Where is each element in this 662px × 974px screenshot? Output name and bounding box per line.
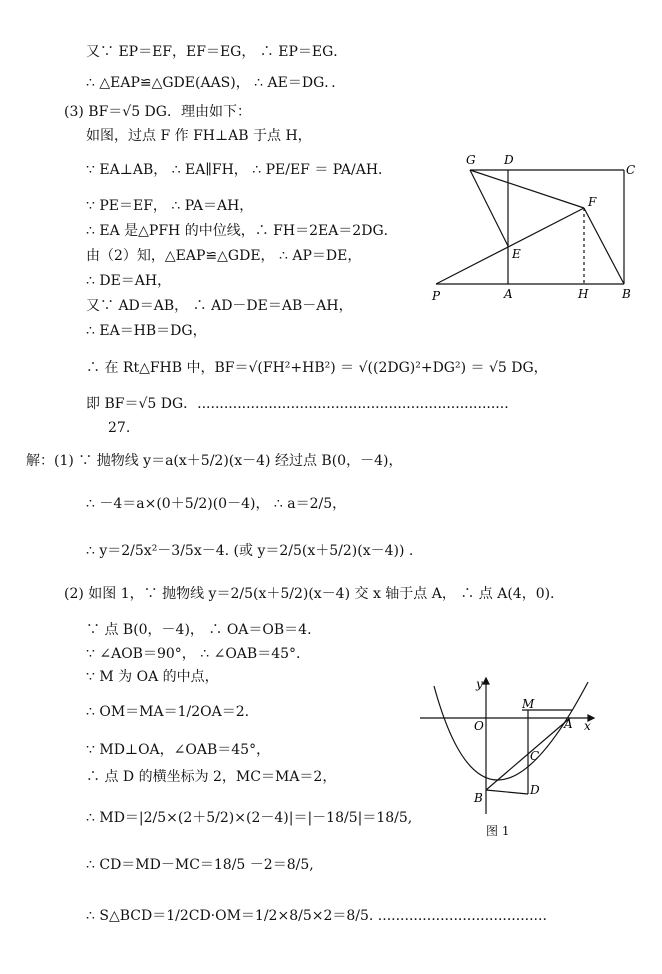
text-line: 解：(1) ∵ 抛物线 y＝a(x＋5/2)(x－4) 经过点 B(0，－4)， — [26, 453, 403, 469]
segment-gf — [470, 170, 584, 208]
text-line: 如图，过点 F 作 FH⊥AB 于点 H， — [86, 128, 312, 144]
y-axis-arrow-icon — [483, 678, 489, 684]
text-line: 又∵ EP＝EF，EF＝EG， ∴ EP＝EG． — [86, 44, 348, 60]
text-line: ∵ MD⊥OA，∠OAB＝45°， — [86, 742, 271, 758]
label-c: C — [530, 749, 540, 763]
segment-pf — [436, 208, 584, 284]
text-line: ∴ 在 Rt△FHB 中，BF＝√(FH²+HB²) ＝ √((2DG)²+DG²) ＝ √5 DG， — [86, 360, 548, 376]
text-line: ∴ OM＝MA＝1/2OA＝2. — [86, 704, 250, 720]
label-g: G — [466, 153, 476, 167]
text-line: ∵ EA⊥AB， ∴ EA∥FH， ∴ PE/EF ＝ PA/AH． — [86, 162, 393, 178]
text-line: (2) 如图 1，∵ 抛物线 y＝2/5(x＋5/2)(x－4) 交 x 轴于点 A， ∴ 点 A(4，0). — [64, 586, 555, 602]
text-line: 由（2）知，△EAP≌△GDE， ∴ AP＝DE， — [86, 248, 362, 264]
text-line: ∴ EA 是△PFH 的中位线，∴ FH＝2EA＝2DG． — [86, 223, 398, 239]
label-a: A — [564, 717, 573, 731]
label-o: O — [474, 719, 484, 733]
label-x: x — [584, 719, 591, 733]
text-line: ∴ DE＝AH， — [86, 273, 172, 289]
parabola-curve — [434, 682, 588, 780]
label-p: P — [432, 289, 441, 303]
segment-ge — [470, 170, 508, 246]
text-line: ∴ △EAP≌△GDE(AAS)， ∴ AE＝DG．． — [86, 75, 346, 91]
text-line: ∴ EA＝HB＝DG， — [86, 323, 207, 339]
label-f: F — [588, 195, 597, 209]
text-line: ∵ 点 B(0，－4)， ∴ OA＝OB＝4. — [86, 622, 312, 638]
text-line: ∵ M 为 OA 的中点， — [86, 669, 219, 685]
text-line: ∴ CD＝MD－MC＝18/5 －2＝8/5, — [86, 857, 314, 873]
segment-bd — [486, 790, 528, 794]
label-c: C — [626, 163, 636, 177]
label-e: E — [512, 247, 521, 261]
text-line: ∵ ∠AOB＝90°， ∴ ∠OAB＝45°. — [86, 646, 301, 662]
text-line: (3) BF＝√5 DG．理由如下： — [64, 104, 251, 120]
square-geometry-figure — [428, 150, 648, 310]
figure-caption: 图 1 — [486, 824, 510, 838]
label-m: M — [522, 697, 535, 711]
label-b: B — [474, 791, 483, 805]
text-line: ∴ S△BCD＝1/2CD·OM＝1/2×8/5×2＝8/5. ...................................... — [86, 908, 547, 924]
text-line: ∴ －4＝a×(0＋5/2)(0－4)， ∴ a＝2/5， — [86, 496, 347, 512]
text-line: 27. — [108, 420, 131, 436]
label-y: y — [476, 677, 483, 691]
parabola-figure — [412, 676, 602, 818]
text-line: ∵ PE＝EF， ∴ PA＝AH， — [86, 198, 254, 214]
text-line: ∴ 点 D 的横坐标为 2，MC＝MA＝2， — [86, 769, 337, 785]
label-b: B — [622, 287, 631, 301]
text-line: 又∵ AD＝AB， ∴ AD－DE＝AB－AH， — [86, 298, 353, 314]
label-a: A — [504, 287, 513, 301]
text-line: 即 BF＝√5 DG．...................................................................... — [86, 396, 509, 412]
segment-fb — [584, 208, 624, 284]
label-d: D — [530, 783, 540, 797]
text-line: ∴ MD＝|2/5×(2＋5/2)×(2－4)|＝|－18/5|＝18/5, — [86, 810, 413, 826]
text-line: ∴ y＝2/5x²－3/5x－4. (或 y＝2/5(x＋5/2)(x－4)) . — [86, 543, 414, 559]
label-h: H — [578, 287, 589, 301]
label-d: D — [504, 153, 514, 167]
